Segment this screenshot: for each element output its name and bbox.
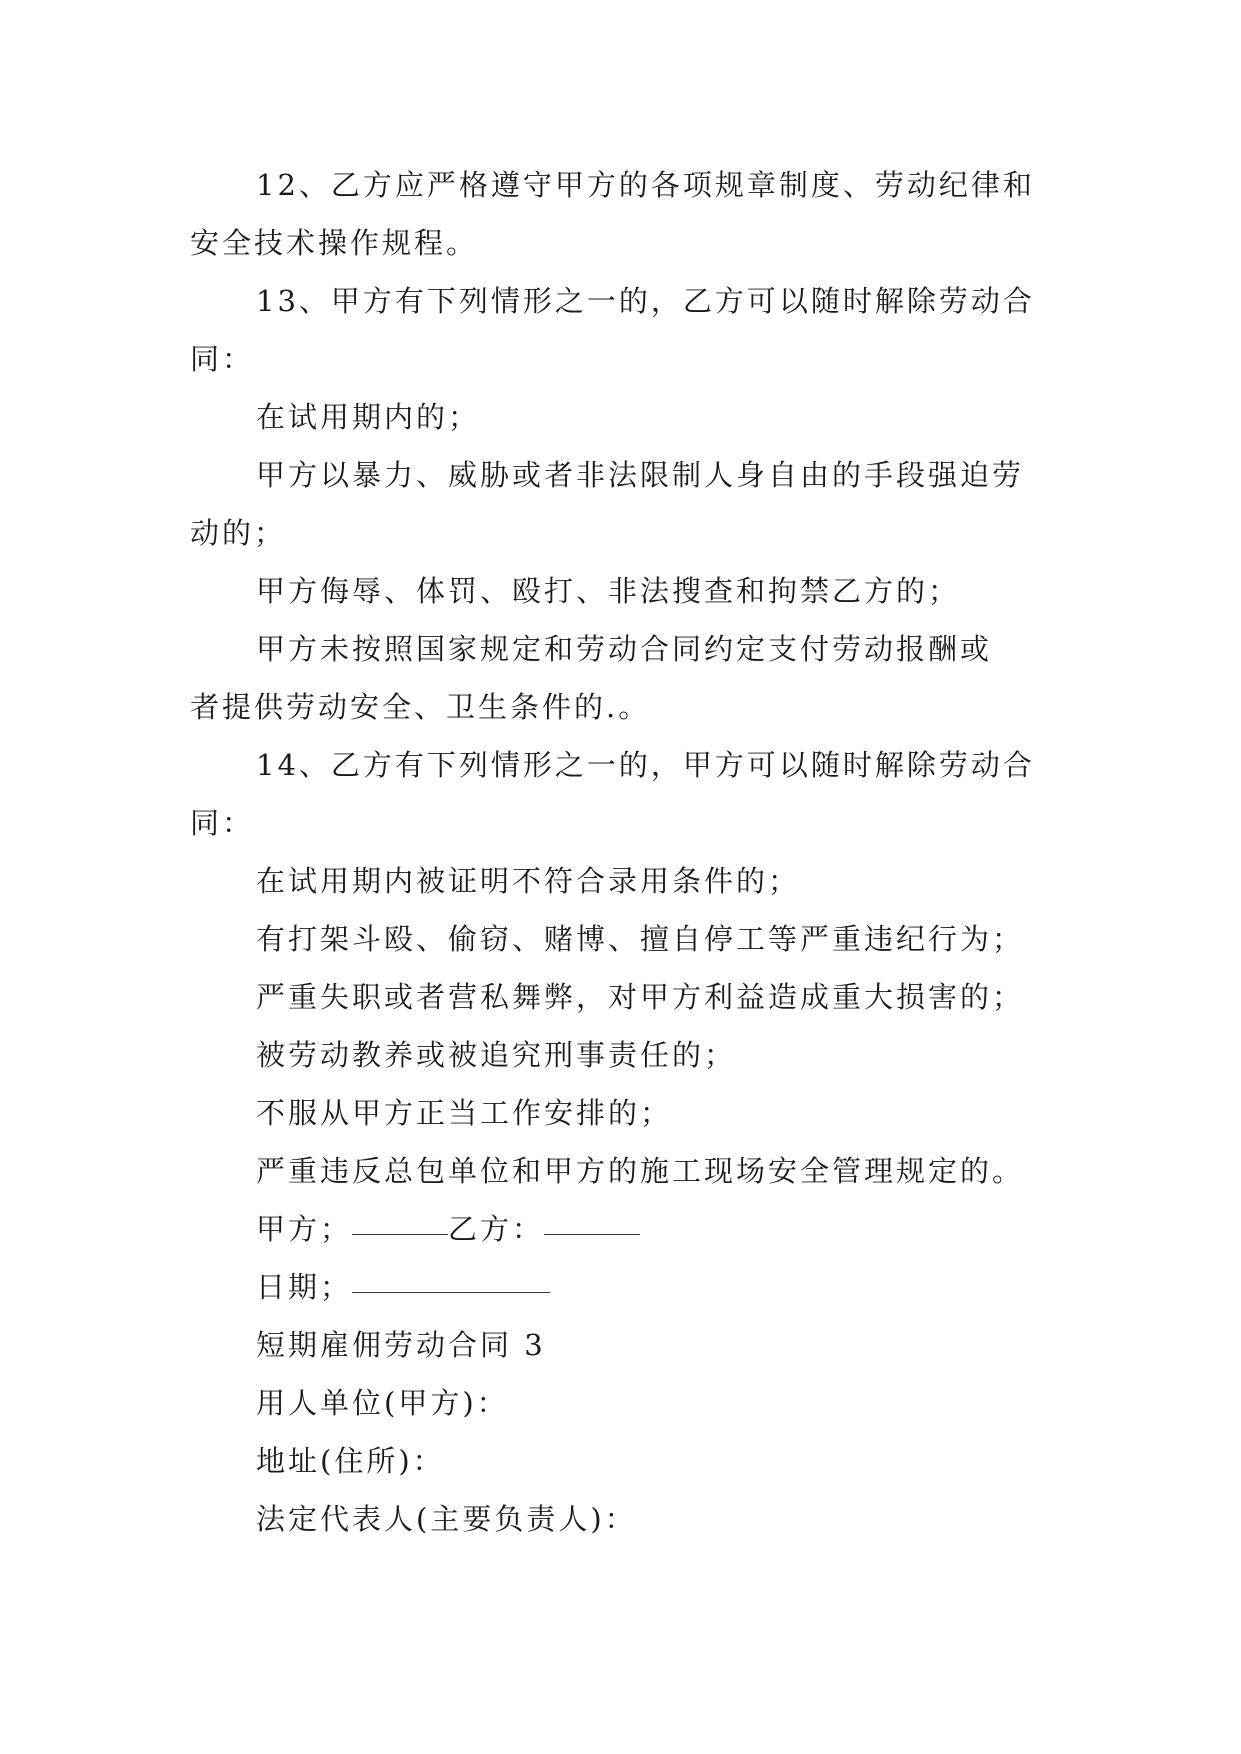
clause-14-item-4: 被劳动教养或被追究刑事责任的； xyxy=(256,1038,737,1072)
clause-14-item-5: 不服从甲方正当工作安排的； xyxy=(256,1096,673,1130)
clause-13-item-2-line-1: 甲方以暴力、威胁或者非法限制人身自由的手段强迫劳 xyxy=(256,458,1025,492)
clause-14-item-6: 严重违反总包单位和甲方的施工现场安全管理规定的。 xyxy=(256,1154,1025,1188)
clause-13-item-4-line-2: 者提供劳动安全、卫生条件的.。 xyxy=(190,690,651,724)
date-blank xyxy=(352,1268,550,1293)
clause-14-item-1: 在试用期内被证明不符合录用条件的； xyxy=(256,864,801,898)
clause-13-line-2: 同： xyxy=(190,342,255,376)
employer-field: 用人单位(甲方)： xyxy=(256,1386,509,1420)
clause-13-item-4-line-1: 甲方未按照国家规定和劳动合同约定支付劳动报酬或 xyxy=(256,632,993,666)
clause-13-line-1: 13、甲方有下列情形之一的，乙方可以随时解除劳动合 xyxy=(256,284,1035,318)
clause-13-item-1: 在试用期内的； xyxy=(256,400,481,434)
party-a-signature-blank xyxy=(352,1210,448,1235)
clause-14-line-1: 14、乙方有下列情形之一的，甲方可以随时解除劳动合 xyxy=(256,748,1035,782)
party-a-label: 甲方； xyxy=(256,1212,353,1246)
clause-14-item-3: 严重失职或者营私舞弊，对甲方利益造成重大损害的； xyxy=(256,980,1025,1014)
address-field: 地址(住所)： xyxy=(256,1444,445,1478)
clause-12-line-1: 12、乙方应严格遵守甲方的各项规章制度、劳动纪律和 xyxy=(256,168,1035,202)
party-b-label: 乙方： xyxy=(448,1212,545,1246)
legal-rep-field: 法定代表人(主要负责人)： xyxy=(256,1502,637,1536)
signature-line xyxy=(190,1200,1070,1258)
clause-14-item-2: 有打架斗殴、偷窃、赌博、擅自停工等严重违纪行为； xyxy=(256,922,1025,956)
clause-13-item-3: 甲方侮辱、体罚、殴打、非法搜查和拘禁乙方的； xyxy=(256,574,961,608)
clause-12-line-2: 安全技术操作规程。 xyxy=(190,226,479,260)
date-label: 日期； xyxy=(256,1270,353,1304)
clause-14-line-2: 同： xyxy=(190,806,255,840)
date-line xyxy=(190,1258,1070,1316)
next-contract-title: 短期雇佣劳动合同 3 xyxy=(256,1328,546,1362)
clause-13-item-2-line-2: 动的； xyxy=(190,516,287,550)
document-body xyxy=(190,156,1070,1548)
party-b-signature-blank xyxy=(544,1210,640,1235)
